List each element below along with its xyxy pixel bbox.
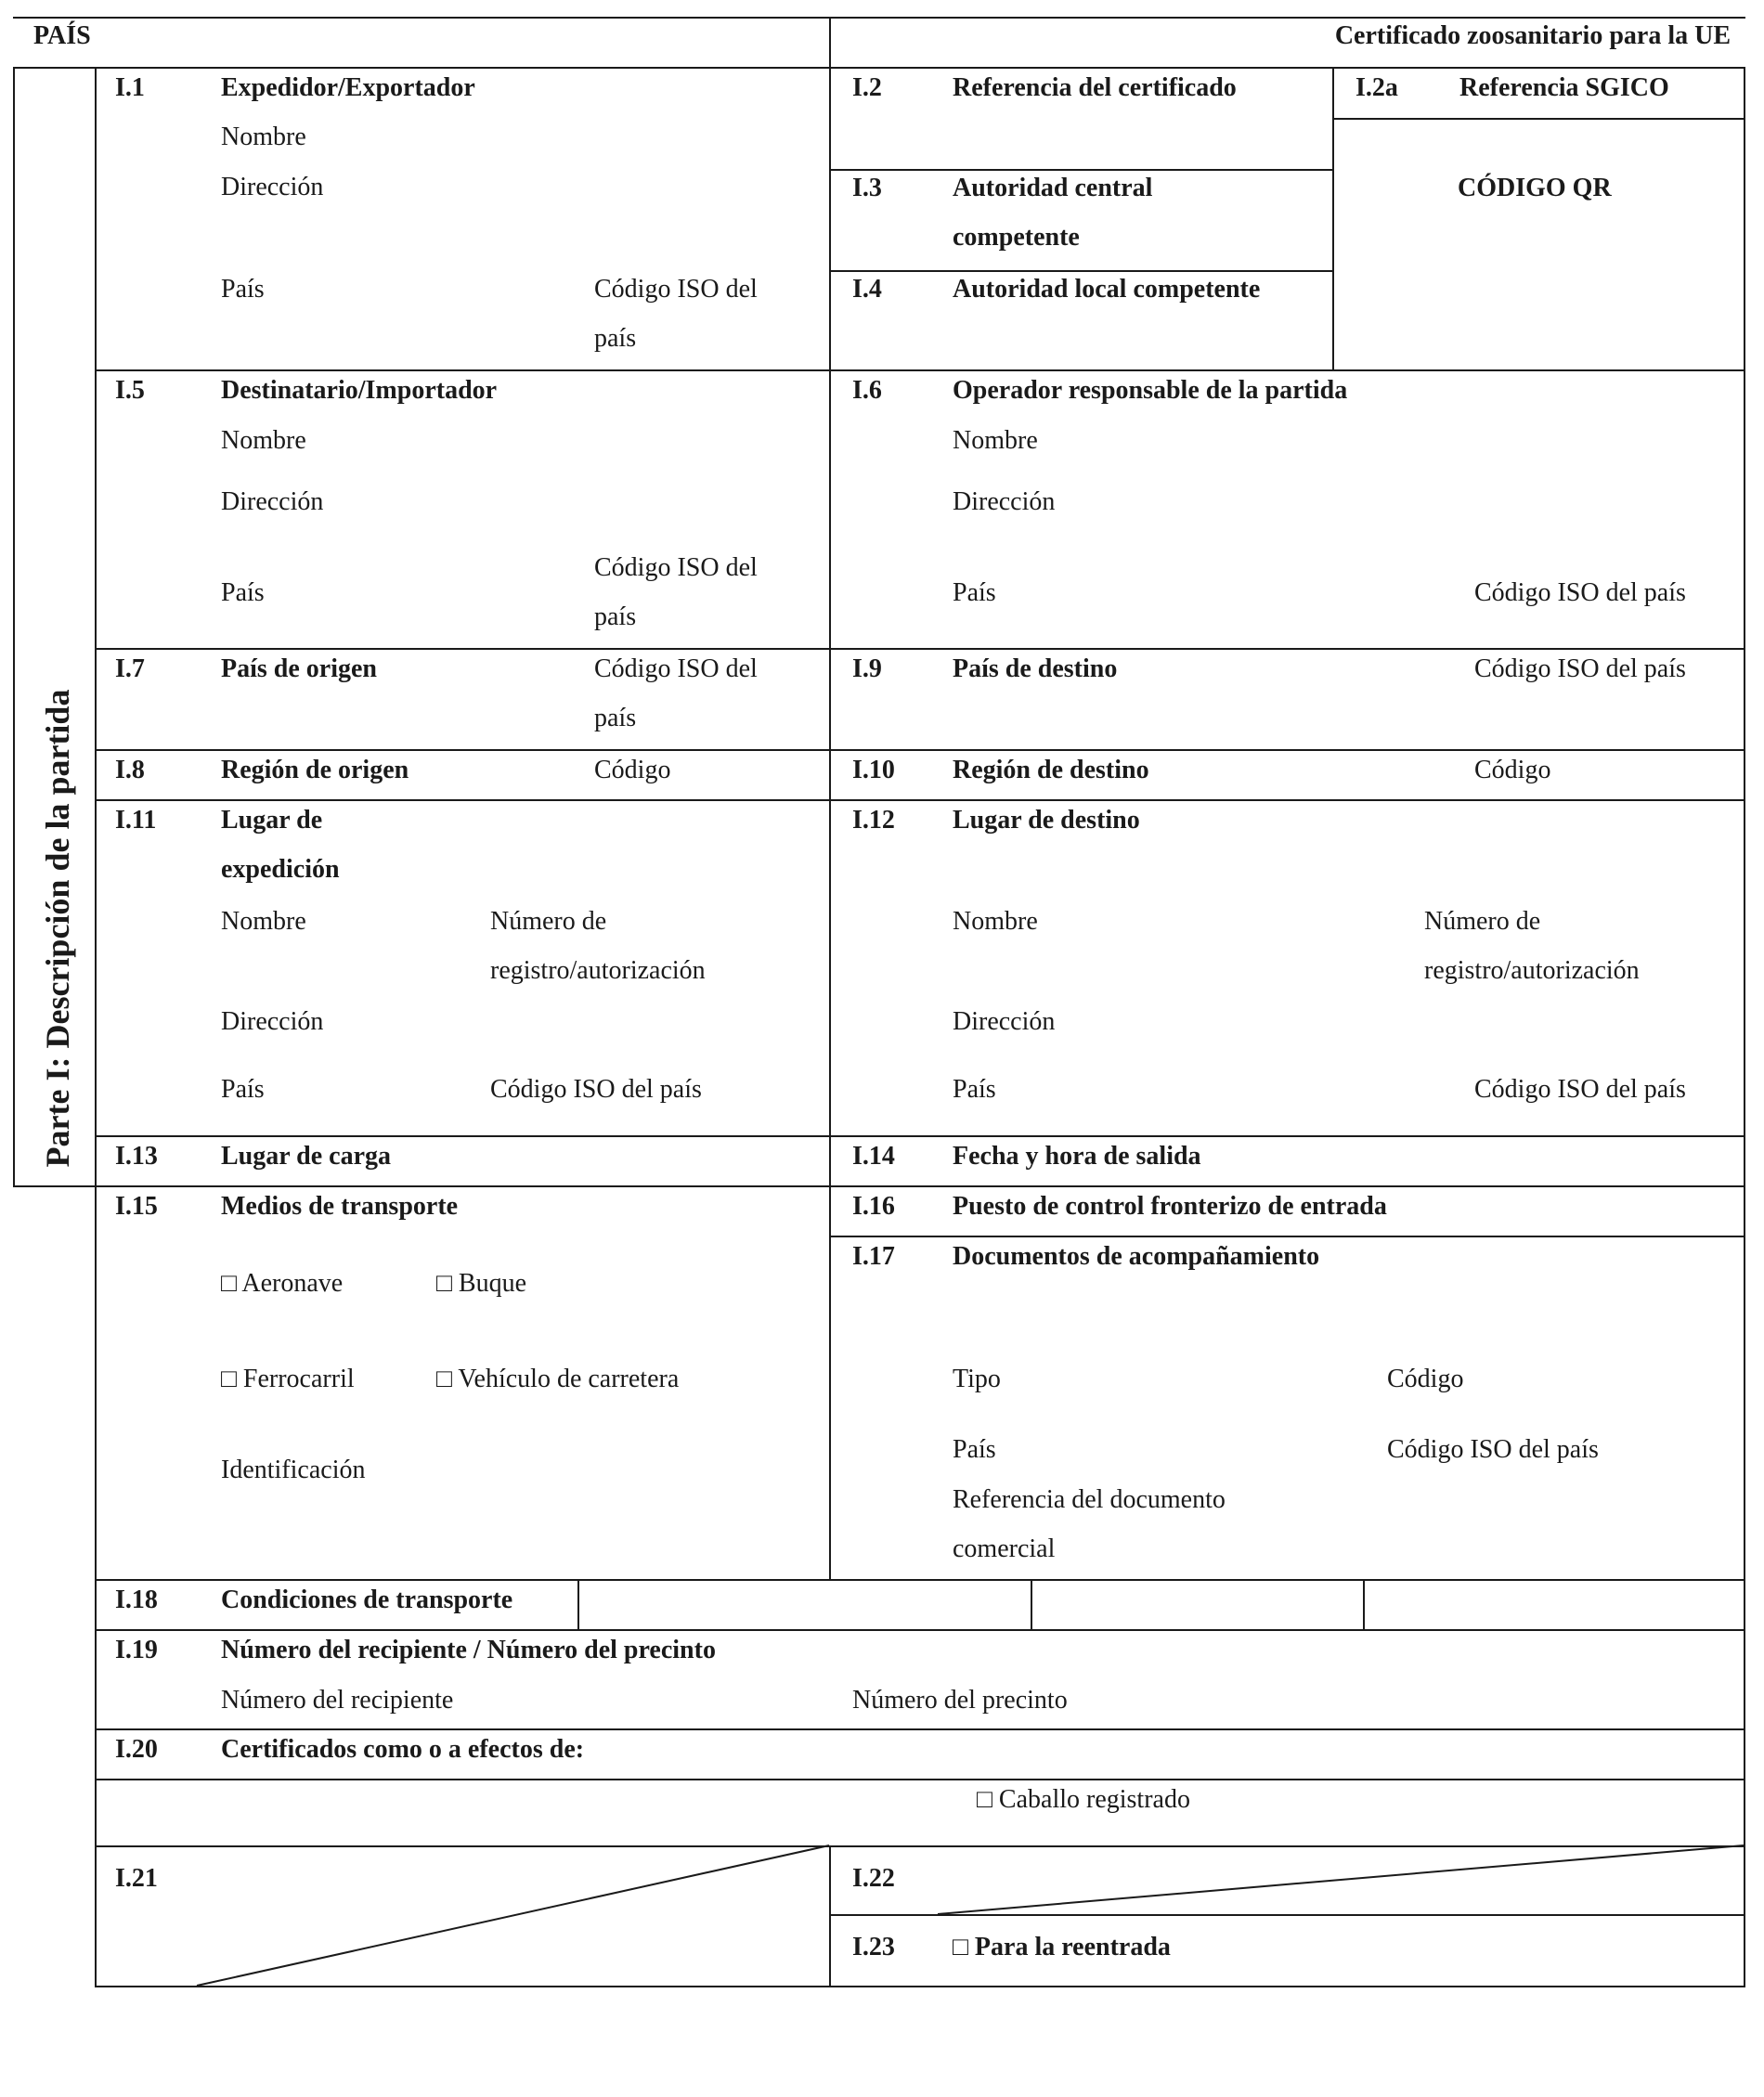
box-number: I.6 [852, 376, 882, 405]
box-number: I.1 [115, 73, 145, 102]
type-label: Tipo [953, 1365, 1001, 1393]
box-number: I.23 [852, 1933, 895, 1961]
transport-conditions-title: Condiciones de transporte [221, 1586, 513, 1614]
consignee-title: Destinatario/Importador [221, 376, 498, 405]
rule [95, 1845, 1745, 1847]
box-number: I.13 [115, 1142, 158, 1171]
country-label: PAÍS [33, 21, 91, 50]
box-number: I.11 [115, 806, 157, 835]
box-number: I.10 [852, 756, 895, 784]
container-seal-title: Número del recipiente / Número del precinto [221, 1636, 716, 1664]
country-field-label: País [953, 1075, 996, 1104]
aircraft-checkbox[interactable]: □ Aeronave [221, 1269, 344, 1298]
iso-code-label: Código ISO del país [1387, 1435, 1599, 1464]
box-number: I.20 [115, 1735, 158, 1764]
code-label: Código [1474, 756, 1551, 784]
box-number: I.19 [115, 1636, 158, 1664]
container-number-label: Número del recipiente [221, 1686, 454, 1715]
rule [1332, 67, 1334, 369]
box-number: I.4 [852, 275, 882, 304]
rule [829, 1914, 1745, 1916]
seal-number-label: Número del precinto [852, 1686, 1068, 1715]
re-entry-checkbox[interactable]: □ Para la reentrada [953, 1933, 1171, 1961]
means-of-transport-title: Medios de transporte [221, 1192, 459, 1221]
name-field-label: Nombre [221, 426, 306, 455]
place-of-destination-title: Lugar de destino [953, 806, 1140, 835]
road-vehicle-checkbox[interactable]: □ Vehículo de carretera [436, 1365, 680, 1393]
vessel-checkbox[interactable]: □ Buque [436, 1269, 527, 1298]
iso-code-label: Código ISO del país [594, 553, 758, 631]
address-field-label: Dirección [221, 487, 324, 516]
box-number: I.21 [115, 1864, 158, 1893]
code-label: Código [594, 756, 671, 784]
operator-title: Operador responsable de la partida [953, 376, 1348, 405]
iso-code-label: Código ISO del país [594, 275, 758, 353]
rule [95, 1779, 1745, 1780]
rule [1332, 118, 1745, 120]
country-field-label: País [221, 1075, 265, 1104]
registration-number-label: Número de registro/autorización [490, 907, 706, 985]
rule [829, 1845, 831, 1987]
qr-code-placeholder: CÓDIGO QR [1458, 174, 1612, 202]
railway-checkbox[interactable]: □ Ferrocarril [221, 1365, 355, 1393]
box-number: I.3 [852, 174, 882, 202]
box-number: I.5 [115, 376, 145, 405]
name-field-label: Nombre [221, 123, 306, 151]
rule [577, 1579, 579, 1629]
rule [13, 67, 15, 1185]
rule [1744, 67, 1745, 1987]
country-field-label: País [221, 275, 265, 304]
iso-code-label: Código ISO del país [1474, 578, 1686, 607]
box-number: I.2a [1355, 73, 1398, 102]
certificate-title: Certificado zoosanitario para la UE [1334, 21, 1731, 50]
rule [95, 1986, 1745, 1987]
country-field-label: País [953, 1435, 996, 1464]
place-of-loading-title: Lugar de carga [221, 1142, 392, 1171]
rule [1363, 1579, 1365, 1629]
box-number: I.15 [115, 1192, 158, 1221]
box-number: I.17 [852, 1242, 895, 1271]
box-number: I.8 [115, 756, 145, 784]
place-of-dispatch-title: Lugar de expedición [221, 806, 340, 884]
box-number: I.14 [852, 1142, 895, 1171]
box-number: I.2 [852, 73, 882, 102]
iso-code-label: Código ISO del país [1474, 1075, 1686, 1104]
registration-number-label: Número de registro/autorización [1424, 907, 1640, 985]
accompanying-documents-title: Documentos de acompañamiento [953, 1242, 1320, 1271]
box-number: I.16 [852, 1192, 895, 1221]
box-number: I.9 [852, 654, 882, 683]
iso-code-label: Código ISO del país [594, 654, 758, 732]
rule [1031, 1579, 1032, 1629]
certificate-reference-title: Referencia del certificado [953, 73, 1237, 102]
central-authority-title: Autoridad central competente [953, 174, 1153, 252]
country-field-label: País [221, 578, 265, 607]
box-number: I.7 [115, 654, 145, 683]
region-of-destination-title: Región de destino [953, 756, 1149, 784]
country-field-label: País [953, 578, 996, 607]
region-of-origin-title: Región de origen [221, 756, 409, 784]
departure-date-title: Fecha y hora de salida [953, 1142, 1201, 1171]
box-number: I.22 [852, 1864, 895, 1893]
name-field-label: Nombre [221, 907, 306, 936]
address-field-label: Dirección [221, 1007, 324, 1036]
rule [95, 67, 97, 1987]
country-of-origin-title: País de origen [221, 654, 377, 683]
address-field-label: Dirección [953, 1007, 1056, 1036]
part-one-label: Parte I: Descripción de la partida [39, 689, 76, 1168]
address-field-label: Dirección [953, 487, 1056, 516]
registered-horse-checkbox[interactable]: □ Caballo registrado [977, 1785, 1190, 1814]
consignor-title: Expedidor/Exportador [221, 73, 475, 102]
border-control-post-title: Puesto de control fronterizo de entrada [953, 1192, 1387, 1221]
box-number: I.18 [115, 1586, 158, 1614]
commercial-document-reference-label: Referencia del documento comercial [953, 1485, 1226, 1563]
imsoc-reference-title: Referencia SGICO [1459, 73, 1669, 102]
code-label: Código [1387, 1365, 1464, 1393]
country-of-destination-title: País de destino [953, 654, 1118, 683]
certified-as-title: Certificados como o a efectos de: [221, 1735, 585, 1764]
name-field-label: Nombre [953, 426, 1038, 455]
identification-label: Identificación [221, 1456, 366, 1484]
iso-code-label: Código ISO del país [490, 1075, 702, 1104]
iso-code-label: Código ISO del país [1474, 654, 1686, 683]
address-field-label: Dirección [221, 173, 324, 201]
rule [829, 17, 831, 1580]
local-authority-title: Autoridad local competente [953, 275, 1261, 304]
box-number: I.12 [852, 806, 895, 835]
name-field-label: Nombre [953, 907, 1038, 936]
